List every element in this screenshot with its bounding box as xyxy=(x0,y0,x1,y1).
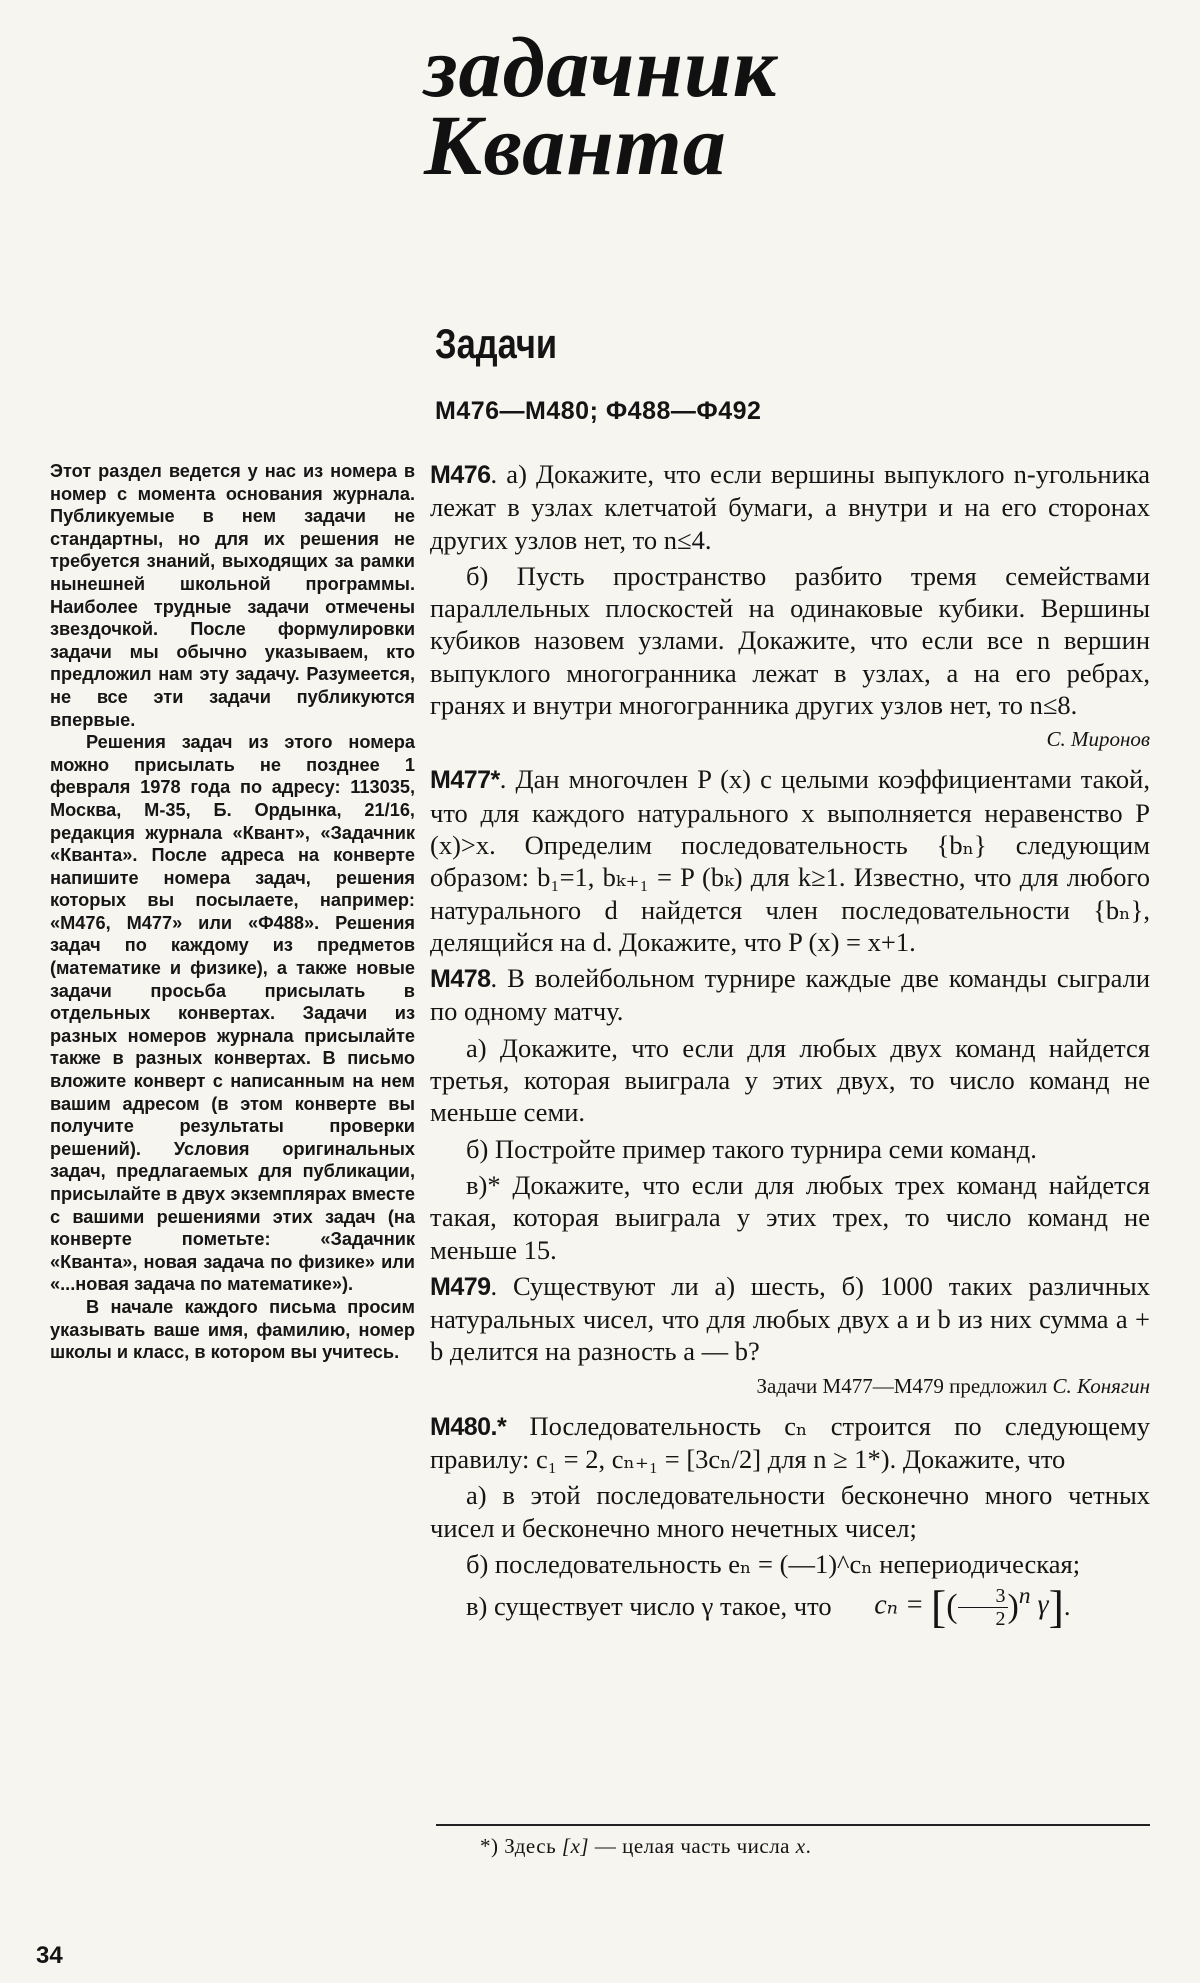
formula-exponent: n xyxy=(1018,1583,1031,1610)
problem-text: . Дан многочлен P (x) с целыми коэффициентами такой, что для каждого натурального x выполняется неравенство P (x)>x. Определим последовательность {bₙ} следующим образом: b₁=1, bₖ₊₁ = P (bₖ) для k≥1. Известно, что для любого натурального d найдется член последовательности {bₙ}, делящийся на d. Докажите, что P (x) = x+1. xyxy=(430,764,1150,957)
logo-line-2: Кванта xyxy=(424,97,727,193)
problem-m480-c xyxy=(430,1581,1150,1633)
problem-m478-a: а) Докажите, что если для любых двух команд найдется третья, которая выиграла у этих двух, то число команд не меньше семи. xyxy=(430,1032,1150,1128)
intro-paragraph-1: Этот раздел ведется у нас из номера в номер с момента основания журнала. Публикуемые в нем задачи не стандартны, но для их решения не требуется знаний, выходящих за рамки нынешней школьной программы. Наиболее трудные задачи отмечены звездочкой. После формулировки задачи мы обычно указываем, кто предложил нам эту задачу. Разумеется, не все эти задачи публикуются впервые. xyxy=(50,461,415,730)
problem-m478 xyxy=(430,962,1150,1028)
footnote-end: . xyxy=(805,1834,812,1858)
formula-prefix: в) существует число γ такое, что xyxy=(466,1590,832,1621)
intro-paragraph-3: В начале каждого письма просим указывать ваше имя, фамилию, номер школы и класс, в котором вы учитесь. xyxy=(50,1296,415,1363)
problem-m476-a xyxy=(430,458,1150,556)
problem-m478-c: в)* Докажите, что если для любых трех команд найдется такая, которая выиграла у этих трех, то число команд не меньше 15. xyxy=(430,1169,1150,1265)
problem-credit xyxy=(430,1372,1150,1400)
problem-text: . В волейбольном турнире каждые две команды сыграли по одному матчу. xyxy=(430,963,1150,1027)
fraction-numerator: 3 xyxy=(958,1585,1008,1608)
formula-gamma: γ xyxy=(1037,1589,1049,1621)
problem-m479 xyxy=(430,1270,1150,1368)
section-logo xyxy=(416,19,796,207)
problem-author: С. Миронов xyxy=(1046,727,1150,752)
intro-column xyxy=(50,460,415,1364)
section-title: Задачи xyxy=(435,320,558,367)
problem-m480-b: б) последовательность eₙ = (—1)^cₙ непериодическая; xyxy=(466,1548,1081,1579)
problem-id: М479 xyxy=(430,1272,491,1301)
problem-id: М476 xyxy=(430,461,491,489)
intro-paragraph-2: Решения задач из этого номера можно присылать не позднее 1 февраля 1978 года по адресу: 113035, Москва, М-35, Б. Ордынка, 21/16, редакция журнала «Квант», «Задачник «Кванта». После адреса на конверте напишите номера задач, решения которых вы посылаете, например: «М476, М477» или «Ф488». Решения задач по каждому из предметов (математике и физике), а также новые задачи просьба присылать в отдельных конвертах. Задачи из разных номеров журнала присылайте также в разных конвертах. В письмо вложите конверт с написанным на нем вашим адресом (в этом конверте вы получите результаты проверки решений). Условия оригинальных задач, предлагаемых для публикации, присылайте в двух экземплярах вместе с вашими решениями этих задач (на конверте пометьте: «Задачник «Кванта», новая задача по физике» или «...новая задача по математике»). xyxy=(50,732,415,1295)
problem-text: . а) Докажите, что если вершины выпуклого n-угольника лежат в узлах клетчатой бумаги, а внутри и на его сторонах других узлов нет, то n≤4. xyxy=(430,459,1150,555)
problem-id: М477* xyxy=(430,766,500,795)
problem-range: М476—М480; Ф488—Ф492 xyxy=(435,397,762,425)
problem-m480 xyxy=(430,1410,1150,1476)
problem-id: М480.* xyxy=(430,1412,507,1441)
formula-fraction xyxy=(958,1585,1008,1630)
footnote-text: — целая часть числа xyxy=(594,1834,790,1858)
footnote-rule xyxy=(436,1824,1150,1826)
problem-m477 xyxy=(430,763,1150,958)
formula: cₙ = [( $\frac{3}{2}$ )$^n$ γ] xyxy=(874,1581,1064,1633)
footnote-marker: *) Здесь xyxy=(480,1834,557,1858)
credit-prefix: Задачи М477—М479 предложил xyxy=(756,1373,1048,1398)
page-number: 34 xyxy=(36,1942,63,1969)
formula-lhs: cₙ = xyxy=(874,1589,924,1621)
formula-end: . xyxy=(1063,1590,1071,1621)
logo-line-1: задачник xyxy=(424,19,778,115)
footnote-var: x xyxy=(795,1834,806,1858)
footnote-bracket: [x] xyxy=(561,1834,590,1858)
problem-text: . Существуют ли а) шесть, б) 1000 таких различных натуральных чисел, что для любых двух a и b из них сумма a + b делится на разность a — b? xyxy=(430,1270,1150,1367)
problem-m480-a: а) в этой последовательности бесконечно много четных чисел и бесконечно много нечетных чисел; xyxy=(430,1480,1150,1543)
problem-text: Последовательность cₙ строится по следующему правилу: c₁ = 2, cₙ₊₁ = [3cₙ/2] для n ≥ 1*). Докажите, что xyxy=(430,1410,1150,1475)
problems-column xyxy=(430,458,1150,1638)
fraction-denominator: 2 xyxy=(995,1607,1006,1630)
problem-m476-b: б) Пусть пространство разбито тремя семействами параллельных плоскостей на одинаковые кубики. Вершины кубиков назовем узлами. Докажите, что если все n вершин выпуклого многогранника лежат в узлах, а на его ребрах, гранях и внутри многогранника других узлов нет, то n≤8. xyxy=(430,560,1150,721)
problem-id: М478 xyxy=(430,965,491,994)
credit-name: С. Конягин xyxy=(1052,1373,1150,1398)
problem-m478-b: б) Постройте пример такого турнира семи команд. xyxy=(466,1133,1037,1164)
footnote xyxy=(480,1834,811,1859)
